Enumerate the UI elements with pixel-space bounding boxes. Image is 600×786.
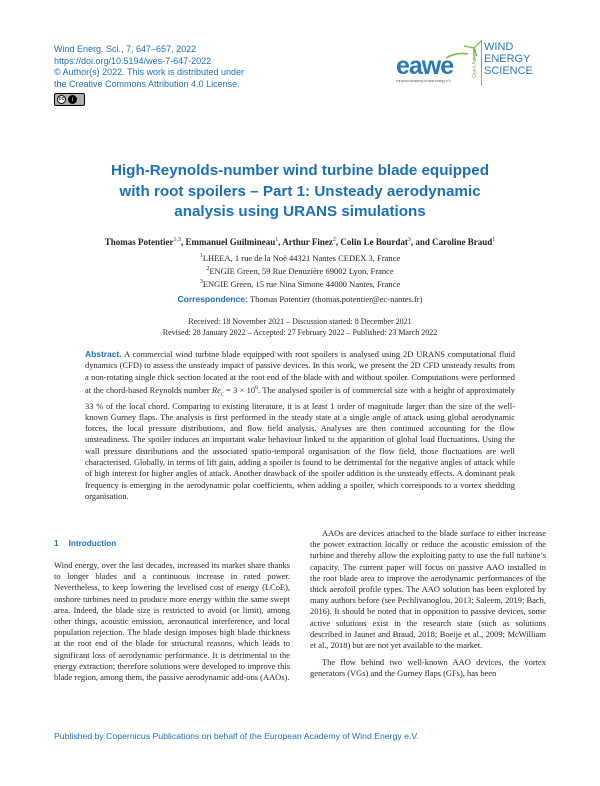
section-number: 1 (54, 539, 59, 548)
left-column (54, 560, 290, 683)
paragraph: Wind energy, over the last decades, increased its market share thanks to longer blades and a continuous increase in rated power. Nevertheless, to keep lowering the levelised cost of energy (LCoE), onshore turbines need to produce more energy within the same swept area. Indeed, the blade size is restricted to avoid (or limit), among other things, acoustic emission, aeronautical interference, and local population rejection. The blade design imposes high blade thickness at the root end of the blade for structural reasons, which leads to significant loss of aerodynamic performance. It is detrimental to the energy extraction; therefore solutions were developed to improve this blade region, among them, the passive aerodynamic add-ons (AAOs). (54, 560, 290, 683)
journal-name-line-3: SCIENCE (484, 65, 533, 77)
reynolds-subscript: c (220, 391, 224, 398)
section-heading (54, 539, 116, 548)
correspondence-label: Correspondence: (177, 294, 248, 304)
author: Caroline Braud$^1$ (432, 237, 496, 247)
abstract-text-1: A commercial wind turbine blade equipped with root spoilers is analysed using 2D URANS computational fluid dynamics (CFD) to assess the unsteady impact of passive devices. In this work, we present the 2D CFD unsteady results from a non-rotating single thick section located at the root end of the blade with and without spoiler. Computations were performed at the chord-based Reynolds number (85, 349, 515, 395)
abstract (85, 349, 515, 502)
publisher-footer: Published by Copernicus Publications on behalf of the European Academy of Wind Energy e.V. (54, 731, 419, 741)
abstract-text-2: . The analysed spoiler is of commercial size with a height of approximately 33 % of the local chord. Comparing to existing literature, it is at least 1 order of magnitude larger than the size of the well-known Gurney flaps. The analysis is first performed in the steady state at a single angle of attack using global aerodynamic forces, the local pressure distributions, and flow field analysis. Analyses are then continued accounting for the flow unsteadiness. The spoiler induces an important wake behaviour linked to the apparition of global load fluctuations. Using the wall pressure distributions and the associated spatio-temporal organisation of the flow field, those fluctuations are well characterised. Globally, in terms of lift gain, adding a spoiler is found to be detrimental for the negative angles of attack while of high interest for higher angles of attack. Another drawback of the spoiler addition is the unsteady effects. A dominant peak frequency is emerging in the aerodynamic polar coefficients, when adding a spoiler, which corresponds to a vortex shedding organisation. (85, 384, 515, 501)
publication-dates (40, 316, 560, 338)
title-line-1: High-Reynolds-number wind turbine blade equipped (110, 162, 489, 179)
correspondence (40, 294, 560, 304)
doi-link[interactable]: https://doi.org/10.5194/wes-7-647-2022 (54, 55, 212, 66)
paragraph: AAOs are devices attached to the blade surface to either increase the power extraction locally or reduce the acoustic emission of the turbine and thereby allow the exploiting party to use the full turbine’s capacity. The current paper will focus on passive AAO installed in the root blade area to improve the aerodynamic performances of the thick aerofoil profile types. The AAO solution has been explored by many authors before (see Pechlivanoglou, 2013; Saleem, 2019; Bach, 2016). It should be noted that in opposition to passive devices, some active solutions exist in the research state (such as solutions described in Jaunet and Braud, 2018; Boeije et al., 2009; McWilliam et al., 2018) but are not yet available to the market. (310, 528, 546, 651)
journal-logo (394, 38, 554, 88)
affiliation-list (40, 251, 560, 289)
affiliation: $^2$ENGIE Green, 59 Rue Denuzière 69002 Lyon, France (206, 265, 394, 276)
attribution-icon: i (68, 95, 77, 104)
affiliation: $^1$LHEEA, 1 rue de la Noë 44321 Nantes CEDEX 3, France (199, 252, 401, 263)
correspondence-contact[interactable]: Thomas Potentier (thomas.potentier@ec-nantes.fr) (249, 294, 423, 304)
paper-title (60, 161, 540, 223)
reynolds-exponent: 6 (255, 384, 259, 391)
journal-name (484, 41, 533, 77)
author: Thomas Potentier$^{1,3}$, (104, 237, 186, 247)
journal-name-line-2: ENERGY (484, 53, 531, 65)
abstract-label: Abstract. (85, 349, 122, 359)
journal-citation[interactable]: Wind Energ. Sci., 7, 647–657, 2022 (54, 44, 197, 54)
journal-name-line-1: WIND (484, 41, 514, 53)
title-line-2: with root spoilers – Part 1: Unsteady aerodynamic (119, 182, 481, 200)
cc-icon: cc (58, 96, 65, 102)
reynolds-symbol: Re (212, 384, 221, 395)
author-list (40, 235, 560, 248)
cc-by-license-badge[interactable] (54, 93, 85, 106)
open-access-label: Open Access (472, 48, 478, 78)
author: Emmanuel Guilmineau$^1$, (185, 237, 283, 247)
dates-line-1: Received: 18 November 2021 – Discussion started: 8 December 2021 (188, 317, 412, 326)
title-line-3: analysis using URANS simulations (174, 203, 426, 220)
copyright-line-1: © Author(s) 2022. This work is distributed under (54, 67, 245, 78)
paragraph: The flow behind two well-known AAO devices, the vortex generators (VGs) and the Gurney flaps (GFs), has been (310, 657, 546, 679)
affiliation: $^3$ENGIE Green, 15 rue Nina Simone 44000 Nantes, France (199, 278, 401, 289)
right-column (310, 528, 546, 680)
dates-line-2: Revised: 28 January 2022 – Accepted: 27 February 2022 – Published: 23 March 2022 (162, 328, 438, 338)
citation-block (54, 44, 244, 90)
copyright-line-2: the Creative Commons Attribution 4.0 License. (54, 78, 240, 89)
reynolds-value: = 3 × 10 (223, 384, 256, 395)
author: Arthur Finez$^2$, (282, 237, 341, 247)
eawe-wordmark: eawe (396, 52, 454, 80)
logo-tagline: european academy of wind energy e.V. (396, 79, 452, 83)
author: Colin Le Bourdat$^3$, and (340, 237, 433, 247)
section-title: Introduction (68, 539, 117, 548)
